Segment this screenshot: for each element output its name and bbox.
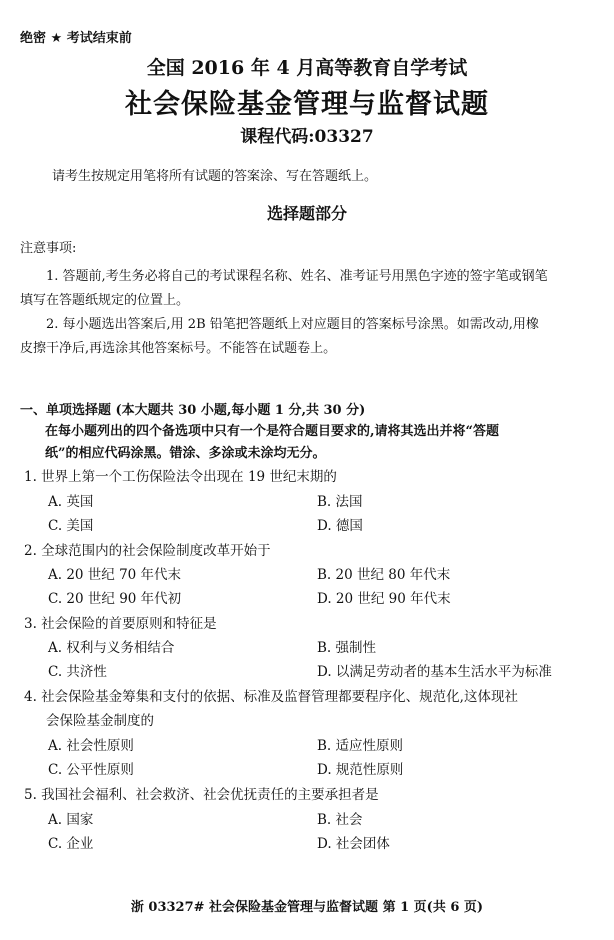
option-d: D. 以满足劳动者的基本生活水平为标准: [317, 664, 552, 680]
option-d: D. 20 世纪 90 年代末: [317, 591, 451, 607]
note-line: 填写在答题纸规定的位置上。: [20, 293, 190, 308]
question-stem: 4. 社会保险基金筹集和支付的依据、标准及监督管理都要程序化、规范化,这体现社: [24, 689, 518, 705]
section-instruction: 纸”的相应代码涂黑。错涂、多涂或未涂均无分。: [45, 446, 326, 461]
exam-title: 全国 2016 年 4 月高等教育自学考试: [146, 57, 468, 79]
option-a: A. 权利与义务相结合: [48, 640, 175, 656]
option-d: D. 社会团体: [317, 836, 390, 852]
option-d: D. 规范性原则: [317, 762, 404, 778]
option-c: C. 美国: [48, 518, 94, 534]
question-stem: 5. 我国社会福利、社会救济、社会优抚责任的主要承担者是: [24, 787, 379, 803]
option-a: A. 社会性原则: [48, 738, 134, 754]
secret-label: 绝密 ★ 考试结束前: [20, 31, 132, 46]
part-title: 选择题部分: [266, 204, 347, 223]
intro-text: 请考生按规定用笔将所有试题的答案涂、写在答题纸上。: [52, 169, 378, 184]
page-footer: 浙 03327# 社会保险基金管理与监督试题 第 1 页(共 6 页): [130, 900, 484, 915]
option-d: D. 德国: [317, 518, 363, 534]
option-c: C. 共济性: [48, 664, 107, 680]
section-instruction: 在每小题列出的四个备选项中只有一个是符合题目要求的,请将其选出并将“答题: [45, 424, 500, 439]
note-line: 2. 每小题选出答案后,用 2B 铅笔把答题纸上对应题目的答案标号涂黑。如需改动,用橡: [46, 317, 539, 332]
question-stem: 1. 世界上第一个工伤保险法令出现在 19 世纪末期的: [24, 469, 337, 485]
subject-title: 社会保险基金管理与监督试题: [125, 89, 489, 120]
note-line: 1. 答题前,考生务必将自己的考试课程名称、姓名、准考证号用黑色字迹的签字笔或钢笔: [46, 269, 548, 284]
option-b: B. 法国: [317, 494, 363, 510]
question-stem: 3. 社会保险的首要原则和特征是: [24, 616, 217, 632]
option-b: B. 社会: [317, 812, 363, 828]
option-c: C. 企业: [48, 836, 94, 852]
option-b: B. 20 世纪 80 年代末: [317, 567, 451, 583]
question-stem: 2. 全球范围内的社会保险制度改革开始于: [24, 543, 271, 559]
section-heading: 一、单项选择题 (本大题共 30 小题,每小题 1 分,共 30 分): [20, 403, 366, 418]
note-line: 皮擦干净后,再选涂其他答案标号。不能答在试题卷上。: [20, 341, 337, 356]
option-c: C. 公平性原则: [48, 762, 134, 778]
option-a: A. 20 世纪 70 年代末: [48, 567, 182, 583]
option-b: B. 强制性: [317, 640, 377, 656]
option-c: C. 20 世纪 90 年代初: [48, 591, 182, 607]
notes-heading: 注意事项:: [20, 241, 77, 256]
question-stem-continued: 会保险基金制度的: [46, 713, 154, 729]
option-a: A. 国家: [48, 812, 94, 828]
option-a: A. 英国: [48, 494, 94, 510]
option-b: B. 适应性原则: [317, 738, 404, 754]
course-code: 课程代码:03327: [240, 127, 374, 147]
